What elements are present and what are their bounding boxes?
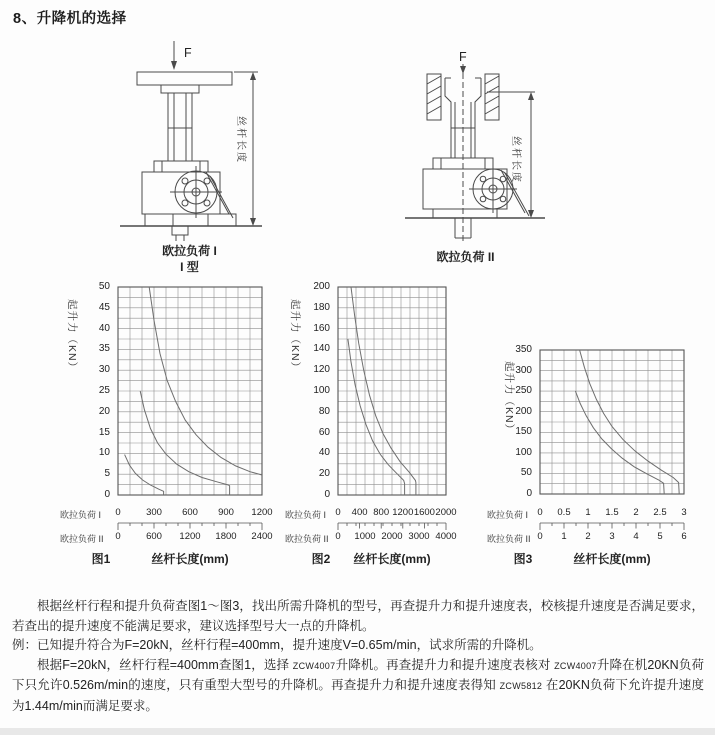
chart-figure-2	[283, 283, 495, 575]
y-tick-label: 10	[98, 447, 110, 459]
y-tick-label: 200	[313, 281, 330, 292]
figure-caption: 图2	[311, 552, 331, 566]
x-scale-tick: 5	[657, 531, 663, 542]
x-scale-tick: 1	[561, 531, 567, 542]
x-axis-title: 丝杆长度(mm)	[151, 552, 229, 566]
screw-length-dim-label: 丝杆长度	[235, 116, 246, 164]
y-tick-label: 180	[313, 301, 330, 313]
x-axis-title: 丝杆长度(mm)	[353, 552, 431, 566]
x-scale-tick: 1200	[251, 507, 273, 518]
x-scale-tick: 0	[335, 507, 341, 518]
x-scale-tick: 1200	[179, 531, 201, 542]
x-scale-tick: 600	[146, 531, 162, 542]
x-scale-tick: 2000	[435, 507, 457, 518]
grid-lines	[118, 287, 262, 495]
y-tick-label: 140	[313, 343, 330, 355]
y-axis-title: 起升力（KN）	[503, 361, 515, 436]
y-tick-label: 30	[98, 364, 110, 376]
y-tick-label: 150	[515, 426, 532, 438]
y-tick-label: 45	[98, 301, 110, 313]
model-code-zcw4007: ZCW4007	[292, 660, 336, 671]
x-scale-tick: 800	[373, 507, 390, 518]
y-tick-label: 5	[104, 468, 110, 480]
y-tick-label: 250	[515, 385, 532, 397]
text-segment: 在20KN负荷下允许提升速度为1.44m/min而满足要求。	[12, 678, 704, 713]
x-scale-tick: 1600	[413, 507, 435, 518]
x-axis-title: 丝杆长度(mm)	[573, 552, 651, 566]
y-axis-title: 起升力（KN）	[289, 299, 301, 374]
ruler-ticks	[118, 523, 262, 530]
y-tick-label: 100	[515, 446, 532, 458]
y-tick-label: 15	[98, 426, 110, 438]
screw-length-dim-label: 丝杆长度	[510, 136, 521, 184]
x-scale-label-1: 欧拉负荷 I	[285, 510, 327, 520]
x-scale-label-2: 欧拉负荷 II	[487, 534, 531, 544]
model-code-zcw5812: ZCW5812	[499, 681, 543, 691]
y-tick-label: 80	[318, 405, 330, 417]
page-title: 8、升降机的选择	[13, 11, 127, 27]
x-scale-tick: 1.5	[605, 507, 619, 518]
x-scale-tick: 4	[633, 531, 639, 542]
y-tick-label: 50	[520, 467, 532, 479]
x-scale-tick: 2.5	[653, 507, 667, 518]
x-scale-tick: 0	[537, 531, 543, 542]
grid-lines	[338, 287, 446, 495]
figure-caption: 图3	[513, 552, 533, 566]
x-scale-tick: 2400	[251, 531, 273, 542]
y-tick-label: 350	[515, 344, 532, 355]
drawing2-caption: 欧拉负荷 II	[436, 250, 495, 264]
paragraph-example-solution	[12, 656, 704, 717]
x-scale-tick: 0	[115, 531, 121, 542]
y-tick-label: 25	[98, 385, 110, 396]
page-bottom-edge	[0, 728, 715, 735]
x-scale-tick: 1	[585, 507, 591, 518]
force-label: F	[184, 46, 192, 60]
figure-caption: 图1	[91, 552, 111, 566]
y-tick-label: 120	[313, 364, 330, 376]
text-segment: 根据F=20kN，丝杆行程=400mm查图1，选择	[37, 657, 293, 672]
x-scale-ruler	[117, 522, 263, 531]
y-tick-label: 160	[313, 322, 330, 334]
ruler-ticks	[338, 523, 446, 530]
y-tick-label: 20	[98, 405, 110, 417]
drawing1-type-label: I 型	[180, 260, 199, 274]
y-tick-label: 50	[98, 281, 110, 292]
body-text	[12, 597, 704, 716]
chart-plot	[116, 285, 264, 497]
x-scale-tick: 3	[609, 531, 615, 542]
x-scale-tick: 0	[335, 531, 341, 542]
y-tick-label: 100	[313, 385, 330, 396]
y-tick-label: 60	[318, 426, 330, 438]
y-tick-label: 40	[318, 447, 330, 459]
y-tick-label: 20	[318, 468, 330, 480]
x-scale-label-1: 欧拉负荷 I	[487, 510, 529, 520]
force-label: F	[459, 50, 467, 64]
text-segment: 升降在机20KN负荷下只允许0.526m/min的速度，只有重型大型号的升降机。再查提升力和提升速度表得知	[12, 657, 704, 692]
y-tick-label: 0	[526, 488, 532, 499]
x-scale-ruler	[539, 522, 685, 531]
y-tick-label: 200	[515, 405, 532, 417]
x-scale-tick: 2000	[381, 531, 403, 542]
y-tick-label: 40	[98, 322, 110, 334]
x-scale-label-2: 欧拉负荷 II	[285, 534, 329, 544]
chart-plot	[538, 348, 686, 496]
x-scale-tick: 3	[681, 507, 687, 518]
x-scale-tick: 2	[585, 531, 591, 542]
x-scale-tick: 1000	[354, 531, 376, 542]
x-scale-label-1: 欧拉负荷 I	[60, 510, 102, 520]
screw-jack-drawing-type2	[393, 48, 578, 278]
screw-jack-drawing-type1	[112, 40, 287, 280]
x-scale-tick: 1800	[215, 531, 237, 542]
text-segment: 升降机。再查提升力和提升速度表核对	[335, 657, 555, 672]
x-scale-tick: 6	[681, 531, 687, 542]
paragraph-selection-guide: 根据丝杆行程和提升负荷查图1～图3，找出所需升降机的型号，再查提升力和提升速度表，校核提升速度是否满足要求，若查出的提升速度不能满足要求，建议选择型号大一点的升降机。	[12, 599, 704, 633]
y-tick-label: 0	[104, 489, 110, 500]
x-scale-tick: 400	[351, 507, 368, 518]
chart-plot	[336, 285, 448, 497]
x-scale-tick: 1200	[392, 507, 414, 518]
x-scale-tick: 900	[218, 507, 234, 518]
x-scale-tick: 0	[115, 507, 121, 518]
model-code-zcw4007: ZCW4007	[554, 660, 597, 671]
x-scale-tick: 4000	[435, 531, 457, 542]
x-scale-ruler	[337, 522, 447, 531]
euler-load-curve-3	[125, 455, 164, 495]
ruler-ticks	[540, 523, 684, 530]
y-tick-label: 300	[515, 364, 532, 376]
grid-lines	[540, 350, 684, 494]
chart-figure-3	[485, 283, 697, 575]
paragraph-example: 例：已知提升符合为F=20kN，丝杆行程=400mm，提升速度V=0.65m/min，试求所需的升降机。	[12, 638, 542, 652]
chart-figure-1	[58, 281, 273, 575]
x-scale-tick: 0	[537, 507, 543, 518]
y-axis-title: 起升力（KN）	[66, 299, 78, 374]
x-scale-tick: 0.5	[557, 507, 571, 518]
x-scale-tick: 600	[182, 507, 198, 518]
y-tick-label: 0	[324, 489, 330, 500]
x-scale-label-2: 欧拉负荷 II	[60, 534, 104, 544]
screw-jack-type2-lineart	[393, 48, 563, 253]
drawing1-caption: 欧拉负荷 I	[162, 244, 217, 258]
x-scale-tick: 3000	[408, 531, 430, 542]
x-scale-tick: 2	[633, 507, 639, 518]
x-scale-tick: 300	[146, 507, 162, 518]
y-tick-label: 35	[98, 343, 110, 355]
